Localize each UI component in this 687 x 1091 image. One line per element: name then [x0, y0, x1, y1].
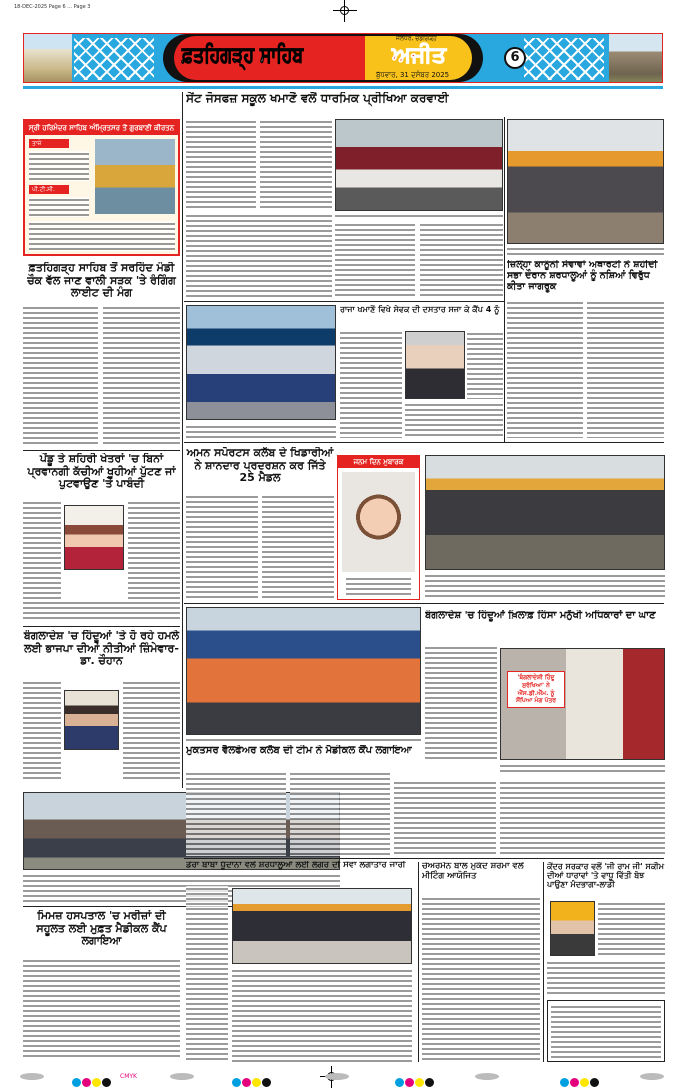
- speaker-photo: [405, 331, 465, 399]
- birthday-caption: [346, 576, 411, 596]
- article-body: [547, 960, 665, 996]
- article-body: [587, 300, 664, 438]
- article-body: [23, 600, 180, 622]
- article-body: [128, 500, 180, 600]
- headline-rangin-light: ਫ਼ਤਹਿਗੜ੍ਹ ਸਾਹਿਬ ਤੋਂ ਸਰਹਿੰਦ ਮੰਡੀ ਚੌਕ ਵੱਲ ਜਾਣ ਵਾਲੀ ਸੜਕ 'ਤੇ ਰੰਗਿੰਗ ਲਾਈਟ ਦੀ ਮੰਗ: [27, 262, 176, 300]
- divider: [23, 626, 180, 627]
- article-body: [422, 896, 540, 1062]
- gathering-photo: [507, 119, 664, 244]
- golden-temple-photo: [95, 139, 175, 214]
- page-number: 6: [504, 47, 526, 69]
- langar-photo: [232, 888, 412, 964]
- headline-bangladesh-chauhan: ਬੰਗਲਾਦੇਸ਼ 'ਚ ਹਿੰਦੂਆਂ 'ਤੇ ਹੋ ਰਹੇ ਹਮਲੇ ਲਈ ਭਾਜਪਾ ਦੀਆਂ ਨੀਤੀਆਂ ਜ਼ਿੰਮੇਵਾਰ-ਡਾ. ਚੌਹਾਨ: [23, 630, 180, 668]
- photo-caption: [500, 763, 665, 775]
- article-body: [123, 680, 180, 780]
- article-body: [467, 331, 503, 399]
- headline-chairman-meeting: ਚੇਅਰਮੈਨ ਬਾਲ ਮੁਕੰਦ ਸ਼ਰਮਾ ਵਲੋਂ ਮੀਟਿੰਗ ਆਯੋਜਿਤ: [422, 862, 524, 881]
- article-body: [23, 680, 61, 780]
- column-rule: [182, 92, 183, 788]
- photo-caption: [507, 246, 664, 256]
- article-body: [340, 330, 402, 438]
- gurdwara-photo: [24, 34, 72, 83]
- article-body: [260, 119, 332, 211]
- article-body: [290, 771, 390, 856]
- article-body: [262, 494, 334, 600]
- runners-photo: [186, 305, 336, 420]
- article-body: [23, 958, 180, 1058]
- column-rule: [504, 117, 505, 442]
- photo-caption: [186, 424, 336, 438]
- color-registration-bar: [20, 1072, 670, 1082]
- divider: [184, 858, 664, 859]
- article-body: [500, 780, 665, 855]
- article-body: [186, 771, 286, 856]
- diamond-pattern: [74, 38, 154, 80]
- article-body: [23, 500, 61, 600]
- edition-label: ਜਲੰਧਰ, ਚੰਡੀਗੜ੍ਹ: [396, 35, 437, 42]
- publisher-info-box: [547, 1000, 665, 1062]
- kirtan-label-2: ਪੀ.ਟੀ.ਸੀ.: [29, 185, 69, 194]
- headline-legal-services: ਜ਼ਿਲ੍ਹਾ ਕਾਨੂੰਨੀ ਸੇਵਾਵਾਂ ਅਥਾਰਟੀ ਨੇ ਸ਼ਹੀਦੀ ਸਭਾ ਦੌਰਾਨ ਸ਼ਰਧਾਲੂਆਂ ਨੂੰ ਨਸ਼ਿਆਂ ਵਿਰੁੱਧ ਕੀਤਾ ਜਾਗਰੂਕ: [507, 260, 658, 292]
- kirtan-label-1: ਤਾਜ਼ੇ: [29, 139, 69, 148]
- headline-bangladesh-rights: ਬੰਗਲਾਦੇਸ਼ 'ਚ ਹਿੰਦੂਆਂ ਖ਼ਿਲਾਫ਼ ਹਿੰਸਾ ਮਨੁੱਖੀ ਅਧਿਕਾਰਾਂ ਦਾ ਘਾਣ: [425, 610, 656, 621]
- memorandum-photo: [500, 648, 665, 760]
- ladi-photo: [550, 901, 595, 956]
- section-title: ਫ਼ਤਹਿਗੜ੍ਹ ਸਾਹਿਬ: [182, 43, 304, 68]
- kirtan-schedule-text-2: [29, 197, 89, 217]
- issue-date: ਬੁੱਧਵਾਰ, 31 ਦਸੰਬਰ 2025: [376, 71, 450, 79]
- masthead: [23, 33, 663, 83]
- kirtan-title: ਸ੍ਰੀ ਹਰਿਮੰਦਰ ਸਾਹਿਬ ਅੰਮ੍ਰਿਤਸਰ ਤੋਂ ਗੁਰਬਾਣੀ ਕੀਰਤਨ: [25, 121, 178, 135]
- registration-mark: [333, 0, 357, 22]
- cmyk-label: CMYK: [120, 1073, 137, 1080]
- brand-name: ਅਜੀਤ: [392, 43, 446, 68]
- article-body: [507, 300, 583, 438]
- article-body: [186, 494, 258, 600]
- article-body: [23, 305, 98, 445]
- monument-photo: [609, 34, 663, 83]
- article-body: [335, 222, 415, 298]
- headline-khuhian: ਪੇਂਡੂ ਤੇ ਸ਼ਹਿਰੀ ਖੇਤਰਾਂ 'ਚ ਬਿਨਾਂ ਪ੍ਰਵਾਨਗੀ ਕੱਚੀਆਂ ਖੂਹੀਆਂ ਪੁੱਟਣ ਜਾਂ ਪੁਟਵਾਉਣ 'ਤੇ ਪਾਬੰਦੀ: [27, 453, 176, 491]
- kirtan-notes: [29, 221, 175, 251]
- headline-g-ram-g: ਕੇਂਦਰ ਸਰਕਾਰ ਵਲੋਂ 'ਜੀ ਰਾਮ ਜੀ' ਸਕੀਮ ਦੀਆਂ ਧਾਰਾਵਾਂ 'ਤੇ ਵਾਧੂ ਵਿੱਤੀ ਬੋਝ ਪਾਉਣਾ ਮੰਦਭਾਗਾ-ਲਾਡੀ: [547, 862, 664, 890]
- article-body: [232, 968, 412, 1063]
- chauhan-photo: [64, 690, 119, 750]
- kirtan-schedule-text: [29, 151, 89, 181]
- photo-caption: [425, 573, 665, 599]
- article-body: [103, 305, 180, 445]
- article-body: [598, 901, 665, 956]
- birthday-title: ਜਨਮ ਦਿਨ ਮੁਬਾਰਕ: [338, 456, 419, 468]
- headline-aman-sports: ਅਮਨ ਸਪੋਰਟਸ ਕਲੱਬ ਦੇ ਖਿਡਾਰੀਆਂ ਨੇ ਸ਼ਾਨਦਾਰ ਪ੍ਰਦਰਸ਼ਨ ਕਰ ਜਿੱਤੇ 25 ਮੈਡਲ: [186, 447, 334, 485]
- photo-caption: [335, 213, 503, 219]
- students-photo: [335, 119, 503, 211]
- kirtan-box: [23, 119, 180, 256]
- print-info-line: 18-DEC-2025 Page 6 ... Page 3: [14, 4, 91, 10]
- birthday-box: [337, 455, 420, 600]
- divider: [184, 301, 504, 302]
- diamond-pattern-right: [524, 38, 604, 80]
- photo-overlay-text: 'ਬੰਗਲਾਦੇਸ਼ੀ ਹਿੰਦੂ ਸੁਰੱਖਿਆ' ਨੇ ਐੱਸ.ਡੀ.ਐੱਮ. ਨੂੰ ਸੌਂਪਿਆ ਮੰਗ ਪੱਤਰ: [507, 671, 565, 708]
- winter-gathering-photo: [425, 455, 665, 570]
- official-photo: [64, 505, 124, 570]
- child-photo: [342, 472, 415, 572]
- headline-st-josephs: ਸੇਂਟ ਜੋਸਫਜ਼ ਸਕੂਲ ਖਮਾਣੋਂ ਵਲੋਂ ਧਾਰਮਿਕ ਪ੍ਰੀਖਿਆ ਕਰਵਾਈ: [186, 92, 449, 105]
- headline-raja-camp: ਰਾਜਾ ਖਮਾਣੋਂ ਵਿਖੇ ਸੇਵਕ ਦੀ ਦਸਤਾਰ ਸਜਾ ਕੇ ਕੈਂਪ 4 ਨੂੰ: [340, 305, 500, 314]
- photo-caption: [186, 737, 421, 743]
- headline-dera-langar: ਡੇਰਾ ਬਾਬਾ ਧੂੰਦਾਨਾ ਵਲੋਂ ਸ਼ਰਧਾਲੂਆਂ ਲਈ ਲੰਗਰ ਦੀ ਸੇਵਾ ਲਗਾਤਾਰ ਜਾਰੀ: [186, 861, 406, 870]
- orange-vests-photo: [186, 607, 421, 735]
- article-body: [186, 119, 256, 211]
- header-rule: [23, 86, 663, 89]
- article-body: [405, 402, 503, 438]
- article-body: [425, 645, 497, 760]
- divider: [184, 442, 664, 443]
- article-body: [420, 222, 503, 298]
- column-rule: [418, 862, 419, 1062]
- column-rule: [543, 862, 544, 1062]
- divider: [184, 603, 664, 604]
- article-body: [186, 213, 332, 298]
- headline-muktsar-club: ਮੁਕਤਸਰ ਵੈਲਫੇਅਰ ਕਲੱਬ ਦੀ ਟੀਮ ਨੇ ਮੈਡੀਕਲ ਕੈਂਪ ਲਗਾਇਆ: [186, 745, 412, 756]
- headline-mims-hospital: ਮਿਮਜ਼ ਹਸਪਤਾਲ 'ਚ ਮਰੀਜ਼ਾਂ ਦੀ ਸਹੂਲਤ ਲਈ ਮੁਫ਼ਤ ਮੈਡੀਕਲ ਕੈਂਪ ਲਗਾਇਆ: [36, 910, 167, 948]
- publisher-info-text: [551, 1004, 661, 1058]
- divider: [23, 450, 180, 451]
- article-body: [186, 886, 228, 1062]
- article-body: [394, 780, 496, 856]
